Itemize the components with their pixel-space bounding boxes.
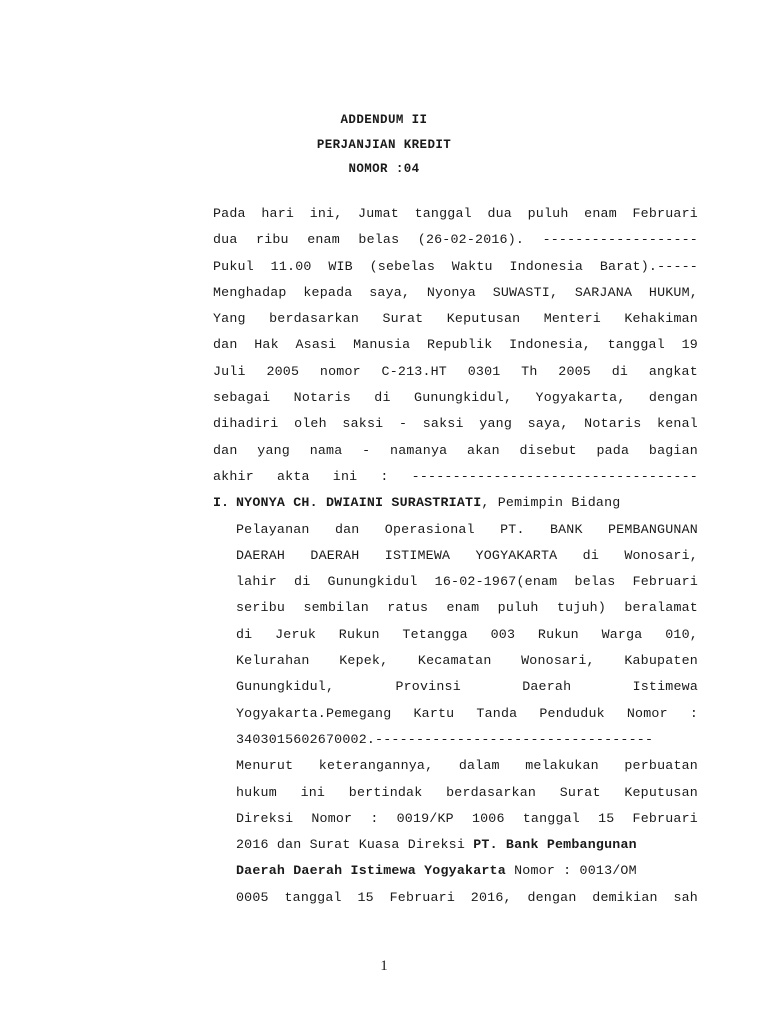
party-title-start: , Pemimpin Bidang xyxy=(481,495,621,511)
text-line: dan yang nama - namanya akan disebut pada bagian xyxy=(213,442,698,458)
text-line: seribu sembilan ratus enam puluh tujuh) beralamat xyxy=(236,600,698,616)
text-line: Pukul 11.00 WIB (sebelas Waktu Indonesia Barat).----- xyxy=(213,258,698,274)
document-title xyxy=(0,108,768,182)
party-item-body xyxy=(236,517,698,911)
text-line: 0005 tanggal 15 Februari 2016, dengan demikian sah xyxy=(236,889,698,905)
text-line: Menghadap kepada saya, Nyonya SUWASTI, SARJANA HUKUM, xyxy=(213,284,698,300)
title-line-addendum: ADDENDUM II xyxy=(340,113,428,127)
text-line: Gunungkidul, Provinsi Daerah Istimewa xyxy=(236,679,698,695)
title-line-agreement: PERJANJIAN KREDIT xyxy=(316,137,452,152)
text-line: DAERAH DAERAH ISTIMEWA YOGYAKARTA di Wonosari, xyxy=(236,547,698,563)
item-marker: I. xyxy=(213,495,229,511)
text-line: di Jeruk Rukun Tetangga 003 Rukun Warga 010, xyxy=(236,626,698,642)
party-item-first-line xyxy=(213,490,698,516)
text-line: Menurut keterangannya, dalam melakukan perbuatan xyxy=(236,758,698,774)
text-line: Pada hari ini, Jumat tanggal dua puluh enam Februari xyxy=(213,206,698,221)
text-line: Kelurahan Kepek, Kecamatan Wonosari, Kabupaten xyxy=(236,653,698,669)
text-line: dan Hak Asasi Manusia Republik Indonesia, tanggal 19 xyxy=(213,337,698,353)
text-line: hukum ini bertindak berdasarkan Surat Keputusan xyxy=(236,784,698,800)
text-line: dua ribu enam belas (26-02-2016). ------------------- xyxy=(213,232,698,248)
text-line: Pelayanan dan Operasional PT. BANK PEMBANGUNAN xyxy=(236,521,698,537)
document-body xyxy=(213,201,698,911)
text-line: dihadiri oleh saksi - saksi yang saya, Notaris kenal xyxy=(213,416,698,432)
text-line: akhir akta ini : ----------------------------------- xyxy=(213,468,698,484)
text-line: 2016 dan Surat Kuasa Direksi PT. Bank Pembangunan xyxy=(236,837,637,853)
text-line: Juli 2005 nomor C-213.HT 0301 Th 2005 di angkat xyxy=(213,363,698,379)
party-name: NYONYA CH. DWIAINI SURASTRIATI xyxy=(236,495,482,511)
text-line: Yogyakarta.Pemegang Kartu Tanda Penduduk Nomor : xyxy=(236,705,698,721)
text-line: 3403015602670002.---------------------------------- xyxy=(236,731,654,747)
opening-paragraph xyxy=(213,201,698,490)
text-line: Yang berdasarkan Surat Keputusan Menteri Kehakiman xyxy=(213,311,698,327)
text-line: lahir di Gunungkidul 16-02-1967(enam belas Februari xyxy=(236,574,698,590)
text-line: Daerah Daerah Istimewa Yogyakarta Nomor : 0013/OM xyxy=(236,863,637,879)
text-line: Direksi Nomor : 0019/KP 1006 tanggal 15 Februari xyxy=(236,810,698,826)
page-number: 1 xyxy=(380,958,388,974)
title-line-number: NOMOR :04 xyxy=(348,162,420,176)
text-line: sebagai Notaris di Gunungkidul, Yogyakarta, dengan xyxy=(213,390,698,406)
